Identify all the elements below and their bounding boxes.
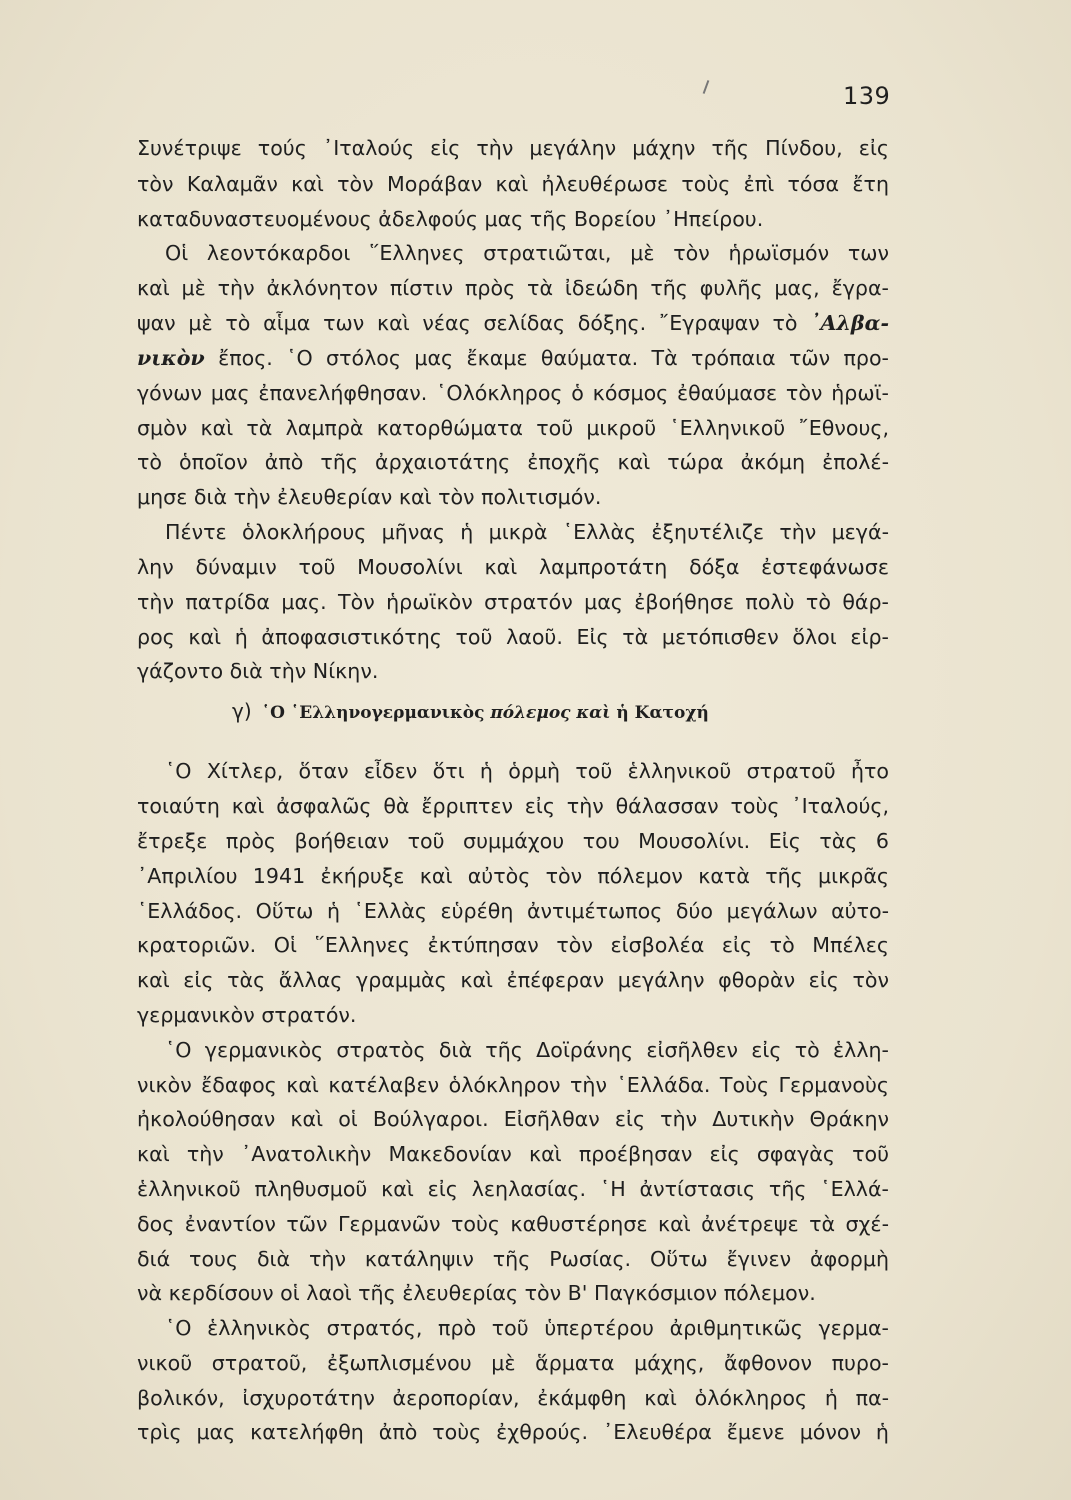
text-line: ῾Ο γερμανικὸς στρατὸς διὰ τῆς Δοϊράνης εἰσῆλθεν εἰς τὸ ἑλλη- (165, 1038, 889, 1062)
text-line: τὸ ὁποῖον ἀπὸ τῆς ἀρχαιοτάτης ἐποχῆς καὶ τώρα ἀκόμη ἐπολέ- (137, 450, 889, 474)
text-line: σμὸν καὶ τὰ λαμπρὰ κατορθώματα τοῦ μικροῦ ῾Ελληνικοῦ ῎Εθνους, (137, 416, 889, 440)
text-line: λην δύναμιν τοῦ Μουσολίνι καὶ λαμπροτάτη δόξα ἐστεφάνωσε (137, 555, 889, 579)
text-line: ἔτρεξε πρὸς βοήθειαν τοῦ συμμάχου του Μουσολίνι. Εἰς τὰς 6 (137, 829, 889, 853)
text-line: γερμανικὸν στρατόν. (137, 1003, 357, 1027)
text-line: ῾Ο Χίτλερ, ὅταν εἶδεν ὅτι ἡ ὁρμὴ τοῦ ἑλληνικοῦ στρατοῦ ἦτο (165, 759, 889, 783)
text-line: νικοῦ στρατοῦ, ἐξωπλισμένου μὲ ἅρματα μάχης, ἄφθονον πυρο- (137, 1351, 889, 1375)
section-heading (232, 700, 709, 724)
text-line: καὶ τὴν ᾿Ανατολικὴν Μακεδονίαν καὶ προέβησαν εἰς σφαγὰς τοῦ (137, 1142, 889, 1166)
text-line: καὶ μὲ τὴν ἀκλόνητον πίστιν πρὸς τὰ ἰδεώδη τῆς φυλῆς μας, ἔγρα- (137, 276, 889, 300)
text-line (137, 310, 889, 336)
text-line: καταδυναστευομένους ἀδελφούς μας τῆς Βορείου ᾿Ηπείρου. (137, 207, 764, 231)
text-line: νὰ κερδίσουν οἱ λαοὶ τῆς ἐλευθερίας τὸν Β' Παγκόσμιον πόλεμον. (137, 1281, 816, 1305)
text-line: καὶ εἰς τὰς ἄλλας γραμμὰς καὶ ἐπέφεραν μεγάλην φθορὰν εἰς τὸν (137, 968, 889, 992)
section-title-start: ῾Ο ῾Ελληνογερμανικὸς (261, 703, 485, 723)
text-line: νικὸν ἔδαφος καὶ κατέλαβεν ὁλόκληρον τὴν ῾Ελλάδα. Τοὺς Γερμανοὺς (137, 1073, 889, 1097)
text-line: κρατοριῶν. Οἱ ῞Ελληνες ἐκτύπησαν τὸν εἰσβολέα εἰς τὸ Μπέλες (137, 933, 889, 957)
section-title-mid: πόλεμος καὶ (490, 703, 611, 723)
text-line: τὸν Καλαμᾶν καὶ τὸν Μοράβαν καὶ ἠλευθέρωσε τοὺς ἐπὶ τόσα ἔτη (137, 172, 889, 196)
text-line: Οἱ λεοντόκαρδοι ῞Ελληνες στρατιῶται, μὲ τὸν ἡρωϊσμόν των (165, 241, 889, 265)
text-line: τρὶς μας κατελήφθη ἀπὸ τοὺς ἐχθρούς. ᾿Ελευθέρα ἔμενε μόνον ἡ (137, 1420, 889, 1444)
text-fragment: ψαν μὲ τὸ αἷμα των καὶ νέας σελίδας δόξης. ῎Εγραψαν τὸ (137, 311, 798, 335)
text-line: μησε διὰ τὴν ἐλευθερίαν καὶ τὸν πολιτισμόν. (137, 485, 602, 509)
text-line: ῾Ο ἑλληνικὸς στρατός, πρὸ τοῦ ὑπερτέρου ἀριθμητικῶς γερμα- (165, 1316, 889, 1340)
text-line: ρος καὶ ἡ ἀποφασιστικότης τοῦ λαοῦ. Εἰς τὰ μετόπισθεν ὅλοι εἰρ- (137, 625, 889, 649)
page-number: 139 (843, 82, 891, 110)
section-prefix: γ) (232, 699, 252, 723)
text-line: Συνέτριψε τούς ᾿Ιταλούς εἰς τὴν μεγάλην μάχην τῆς Πίνδου, εἰς (137, 136, 889, 160)
text-line: γάζοντο διὰ τὴν Νίκην. (137, 659, 379, 683)
emphasis-albanikon-start: ᾿Αλβα- (810, 311, 889, 335)
text-line: διά τους διὰ τὴν κατάληψιν τῆς Ρωσίας. Οὕτω ἔγινεν ἀφορμὴ (137, 1247, 889, 1271)
text-line: ῾Ελλάδος. Οὕτω ἡ ῾Ελλὰς εὑρέθη ἀντιμέτωπος δύο μεγάλων αὐτο- (137, 899, 889, 923)
text-line: δος ἐναντίον τῶν Γερμανῶν τοὺς καθυστέρησε καὶ ἀνέτρεψε τὰ σχέ- (137, 1212, 889, 1236)
text-line: βολικόν, ἰσχυροτάτην ἀεροπορίαν, ἐκάμφθη καὶ ὁλόκληρος ἡ πα- (137, 1386, 889, 1410)
text-line: τοιαύτη καὶ ἀσφαλῶς θὰ ἔρριπτεν εἰς τὴν θάλασσαν τοὺς ᾿Ιταλούς, (137, 794, 889, 818)
text-line: ἑλληνικοῦ πληθυσμοῦ καὶ εἰς λεηλασίας. ῾Η ἀντίστασις τῆς ῾Ελλά- (137, 1177, 889, 1201)
text-line: Πέντε ὁλοκλήρους μῆνας ἡ μικρὰ ῾Ελλὰς ἐξηυτέλιζε τὴν μεγά- (165, 520, 889, 544)
text-line: ᾿Απριλίου 1941 ἐκήρυξε καὶ αὐτὸς τὸν πόλεμον κατὰ τῆς μικρᾶς (137, 864, 889, 888)
text-line (137, 345, 889, 371)
ink-mark (703, 80, 710, 94)
section-title-end: ἡ Κατοχή (616, 703, 709, 723)
text-line: ἠκολούθησαν καὶ οἱ Βούλγαροι. Εἰσῆλθαν εἰς τὴν Δυτικὴν Θράκην (137, 1107, 889, 1131)
text-line: τὴν πατρίδα μας. Τὸν ἡρωϊκὸν στρατόν μας ἐβοήθησε πολὺ τὸ θάρ- (137, 590, 889, 614)
emphasis-albanikon-end: νικὸν (137, 346, 205, 370)
text-fragment: ἔπος. ῾Ο στόλος μας ἔκαμε θαύματα. Τὰ τρόπαια τῶν προ- (218, 346, 889, 370)
text-line: γόνων μας ἐπανελήφθησαν. ῾Ολόκληρος ὁ κόσμος ἐθαύμασε τὸν ἡρωϊ- (137, 381, 889, 405)
